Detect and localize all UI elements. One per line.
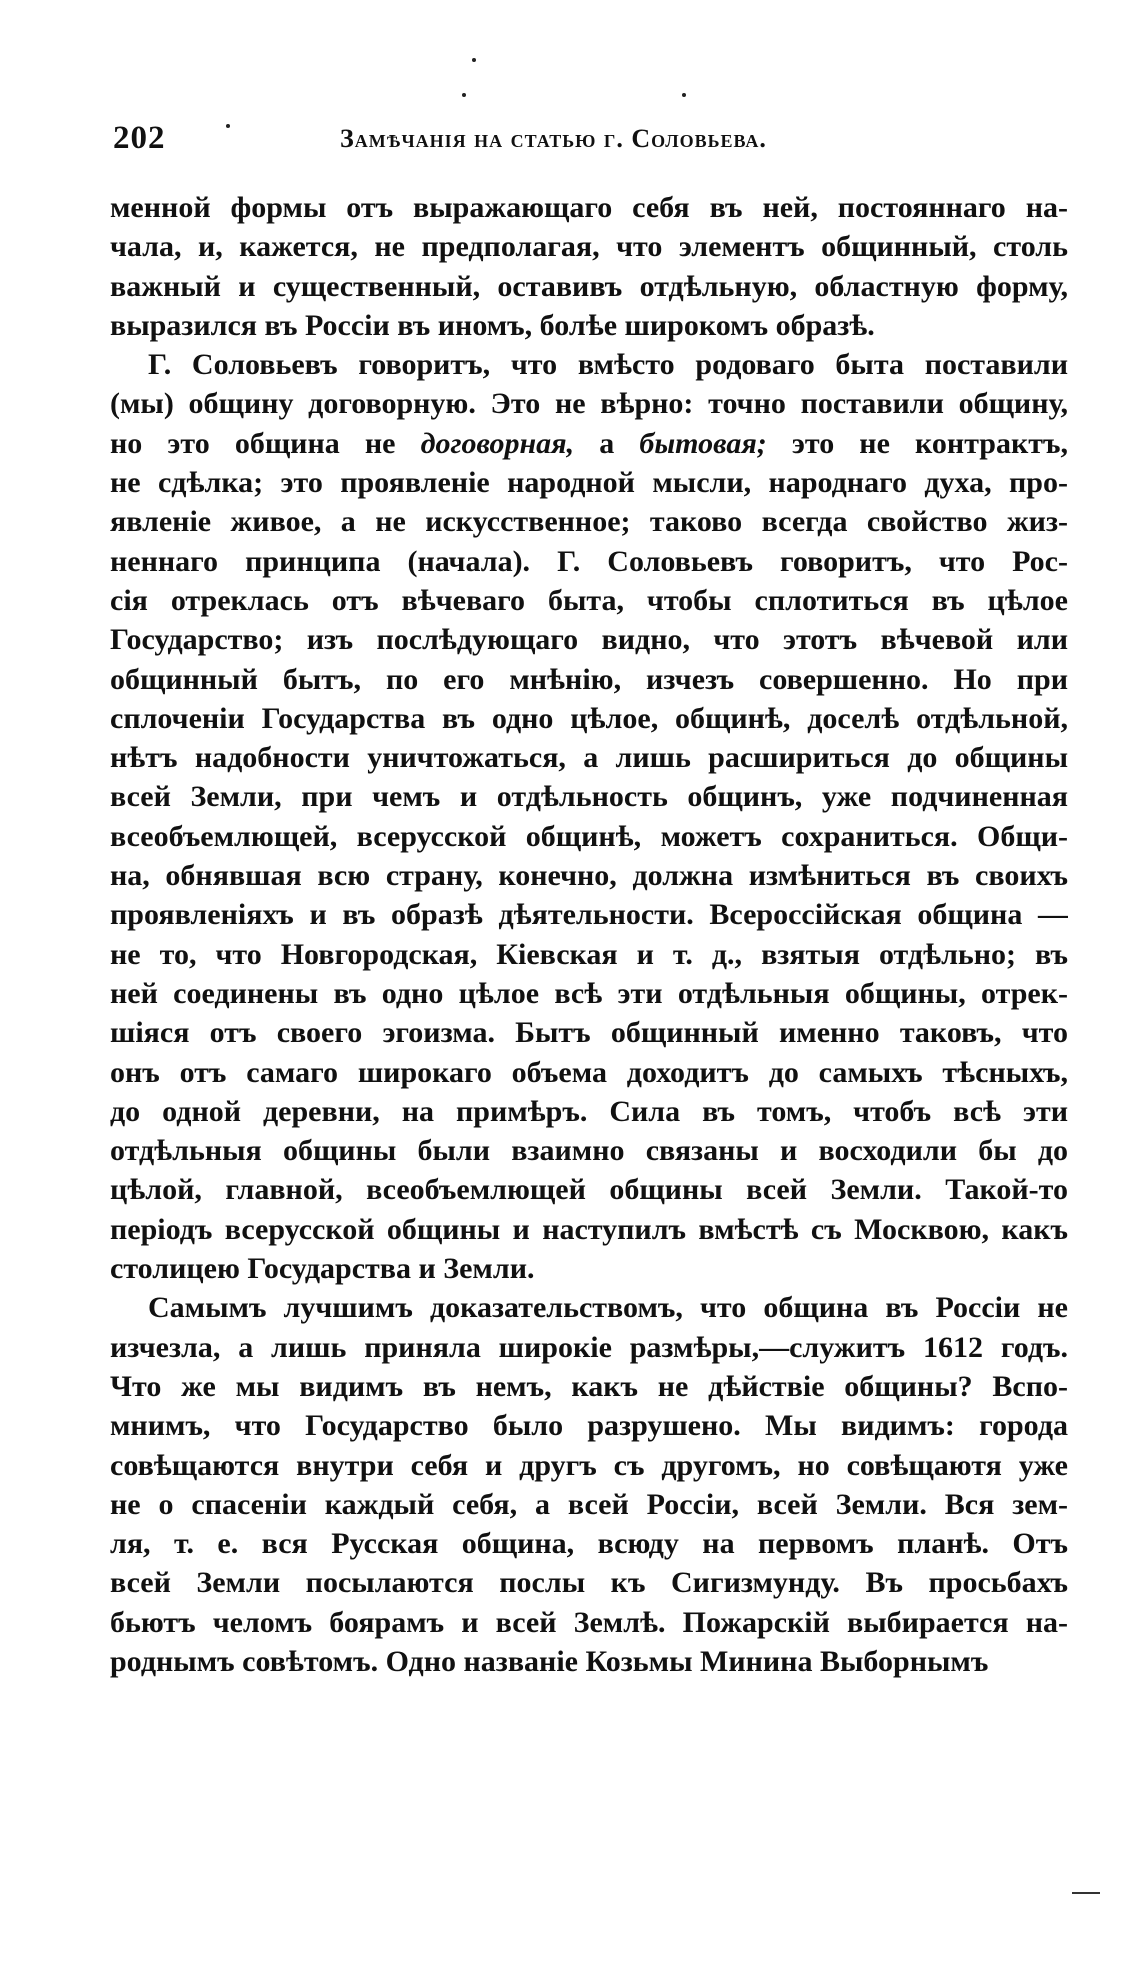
print-speck	[682, 93, 686, 97]
text-line: не сдѣлка; это проявленіе народной мысли, народнаго духа, про-	[110, 466, 1068, 500]
print-speck	[472, 58, 476, 62]
text-line: изчезла, а лишь приняла широкіе размѣры,—служитъ 1612 годъ.	[110, 1330, 1068, 1364]
text-line: столицею Государства и Земли.	[110, 1252, 535, 1286]
text-line: явленіе живое, а не искусственное; таково всегда свойство жиз-	[110, 505, 1068, 539]
text-line: шіяся отъ своего эгоизма. Бытъ общинный именно таковъ, что	[110, 1016, 1068, 1050]
text-line: менной формы отъ выражающаго себя въ ней, постояннаго на-	[110, 191, 1068, 224]
footer-rule	[1072, 1892, 1100, 1894]
text-segment: это не контрактъ,	[766, 426, 1068, 460]
text-line: не о спасеніи каждый себя, а всей Россіи, всей Земли. Вся зем-	[110, 1487, 1068, 1521]
print-speck	[462, 93, 466, 97]
text-line: роднымъ совѣтомъ. Одно названіе Козьмы Минина Выборнымъ	[110, 1644, 989, 1678]
page-number: 202	[113, 120, 166, 156]
text-line: ней соединены въ одно цѣлое всѣ эти отдѣльныя общины, отрек-	[110, 976, 1068, 1010]
text-line: совѣщаются внутри себя и другъ съ другомъ, но совѣщаютя уже	[110, 1448, 1068, 1482]
text-line: періодъ всерусской общины и наступилъ вмѣстѣ съ Москвою, какъ	[110, 1212, 1068, 1246]
text-segment: но это община не	[110, 426, 421, 460]
text-line: нѣтъ надобности уничтожаться, а лишь расшириться до общины	[110, 741, 1068, 775]
text-line	[110, 424, 1068, 463]
body-text	[110, 188, 1140, 1681]
text-line: проявленіяхъ и въ образѣ дѣятельности. Всероссійская община —	[110, 898, 1068, 932]
text-line: Государство; изъ послѣдующаго видно, что этотъ вѣчевой или	[110, 623, 1068, 657]
text-line: всей Земли посылаются послы къ Сигизмунду. Въ просьбахъ	[110, 1566, 1068, 1600]
text-line: бьютъ челомъ боярамъ и всей Землѣ. Пожарскій выбирается на-	[110, 1605, 1068, 1639]
page-header	[0, 120, 1140, 160]
text-segment: а	[574, 426, 640, 460]
text-line: сплоченіи Государства въ одно цѣлое, общинѣ, доселѣ отдѣльной,	[110, 701, 1068, 735]
italic-emphasis: договорная,	[420, 426, 575, 460]
text-line: ля, т. е. вся Русская община, всюду на первомъ планѣ. Отъ	[110, 1527, 1068, 1561]
paragraph	[110, 188, 1140, 345]
text-line: не то, что Новгородская, Кіевская и т. д., взятыя отдѣльно; въ	[110, 937, 1068, 971]
text-line: онъ отъ самаго широкаго объема доходитъ до самыхъ тѣсныхъ,	[110, 1055, 1068, 1089]
text-line: Самымъ лучшимъ доказательствомъ, что община въ Россіи не	[148, 1291, 1068, 1325]
paragraph	[110, 345, 1140, 1288]
text-line: всеобъемлющей, всерусской общинѣ, можетъ сохраниться. Общи-	[110, 819, 1068, 853]
text-line: сія отреклась отъ вѣчеваго быта, чтобы сплотиться въ цѣлое	[110, 583, 1068, 617]
text-line: на, обнявшая всю страну, конечно, должна измѣниться въ своихъ	[110, 859, 1068, 893]
text-line: выразился въ Россіи въ иномъ, болѣе широкомъ образѣ.	[110, 308, 875, 342]
text-line: Г. Соловьевъ говоритъ, что вмѣсто родоваго быта поставили	[148, 348, 1068, 382]
text-line: всей Земли, при чемъ и отдѣльность общинъ, уже подчиненная	[110, 780, 1068, 814]
text-line: важный и существенный, оставивъ отдѣльную, областную форму,	[110, 269, 1068, 303]
text-line: общинный бытъ, по его мнѣнію, изчезъ совершенно. Но при	[110, 662, 1068, 696]
text-line: отдѣльныя общины были взаимно связаны и восходили бы до	[110, 1134, 1068, 1168]
text-line: (мы) общину договорную. Это не вѣрно: точно поставили общину,	[110, 387, 1068, 421]
italic-emphasis: бытовая;	[639, 426, 767, 460]
running-title: Замѣчанія на статью г. Соловьева.	[340, 124, 767, 153]
text-line: Что же мы видимъ въ немъ, какъ не дѣйствіе общины? Вспо-	[110, 1369, 1068, 1403]
paragraph	[110, 1288, 1140, 1681]
text-line: чала, и, кажется, не предполагая, что элементъ общинный, столь	[110, 230, 1068, 264]
text-line: неннаго принципа (начала). Г. Соловьевъ говоритъ, что Рос-	[110, 544, 1068, 578]
text-line: до одной деревни, на примѣръ. Сила въ томъ, чтобъ всѣ эти	[110, 1094, 1068, 1128]
text-line: цѣлой, главной, всеобъемлющей общины всей Земли. Такой-то	[110, 1173, 1068, 1207]
text-line: мнимъ, что Государство было разрушено. Мы видимъ: города	[110, 1409, 1068, 1443]
